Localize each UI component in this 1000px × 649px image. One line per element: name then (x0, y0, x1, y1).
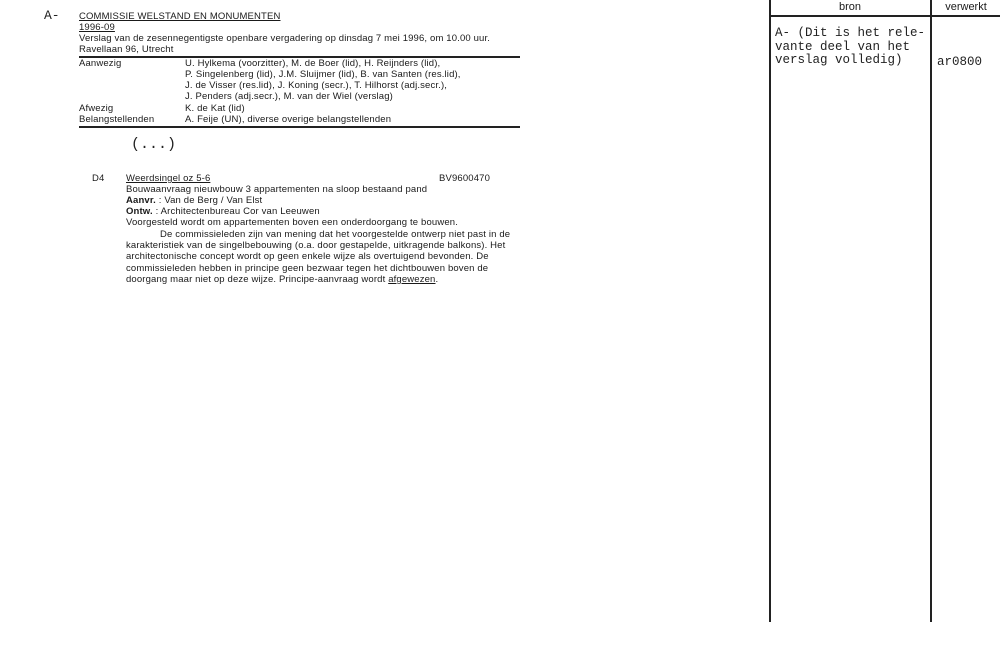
source-note-line-2: vante deel van het (775, 39, 911, 54)
column-header-processed: verwerkt (945, 1, 987, 13)
column-divider-left (769, 0, 771, 622)
omission-mark: (...) (131, 136, 177, 153)
applicant-label: Aanvr. (126, 195, 156, 206)
final-verdict: afgewezen (388, 274, 436, 285)
report-line: Verslag van de zesennegentigste openbare vergadering op dinsdag 7 mei 1996, om 10.00 uur. (79, 33, 491, 44)
meeting-number: 1996-09 (79, 22, 115, 33)
item-code: D4 (92, 173, 105, 184)
opinion-line-2: karakteristiek van de singelbebouwing (o.a. door gestapelde, uitkragende balkons). Het (126, 240, 506, 251)
source-note-line-1: A- (Dit is het rele- (775, 26, 926, 40)
source-note-line-3: verslag volledig) (775, 53, 903, 67)
present-line-3: J. de Visser (res.lid), J. Koning (secr.), T. Hilhorst (adj.secr.), (185, 80, 448, 91)
item-location: Weerdsingel oz 5-6 (126, 173, 211, 184)
section-marker: A- (44, 8, 60, 23)
column-header-rule (769, 15, 1000, 17)
absent-label: Afwezig (79, 103, 114, 114)
present-line-2: P. Singelenberg (lid), J.M. Sluijmer (lid), B. van Santen (res.lid), (185, 69, 461, 80)
item-file-number: BV9600470 (439, 173, 491, 184)
processed-code: ar0800 (937, 55, 983, 69)
opinion-line-1: De commissieleden zijn van mening dat het voorgestelde ontwerp niet past in de (160, 229, 511, 240)
committee-title: COMMISSIE WELSTAND EN MONUMENTEN (79, 11, 281, 22)
meeting-address: Ravellaan 96, Utrecht (79, 44, 174, 55)
present-line-1: U. Hylkema (voorzitter), M. de Boer (lid), H. Reijnders (lid), (185, 58, 441, 69)
present-line-4: J. Penders (adj.secr.), M. van der Wiel (verslag) (185, 91, 393, 102)
designer-value: : Architectenbureau Cor van Leeuwen (155, 206, 320, 217)
opinion-final-line (126, 274, 438, 286)
source-note (775, 27, 925, 68)
final-end: . (435, 274, 439, 285)
present-label: Aanwezig (79, 58, 122, 69)
absent-value: K. de Kat (lid) (185, 103, 245, 114)
opinion-line-4: commissieleden hebben in principe geen bezwaar tegen het dichtbouwen boven de (126, 263, 489, 274)
item-subject: Bouwaanvraag nieuwbouw 3 appartementen na sloop bestaand pand (126, 184, 428, 195)
stakeholders-label: Belangstellenden (79, 114, 155, 125)
column-header-source: bron (838, 1, 862, 13)
final-text: doorgang maar niet op deze wijze. Principe-aanvraag wordt (126, 274, 389, 285)
proposal-text: Voorgesteld wordt om appartementen boven een onderdoorgang te bouwen. (126, 217, 458, 228)
applicant-value: : Van de Berg / Van Elst (158, 195, 263, 206)
opinion-line-3: architectonische concept wordt op geen enkele wijze als overtuigend bevonden. De (126, 251, 489, 262)
column-divider-middle (930, 0, 932, 622)
header-rule-bottom (79, 126, 520, 128)
designer-label: Ontw. (126, 206, 153, 217)
stakeholders-value: A. Feije (UN), diverse overige belangstellenden (185, 114, 392, 125)
